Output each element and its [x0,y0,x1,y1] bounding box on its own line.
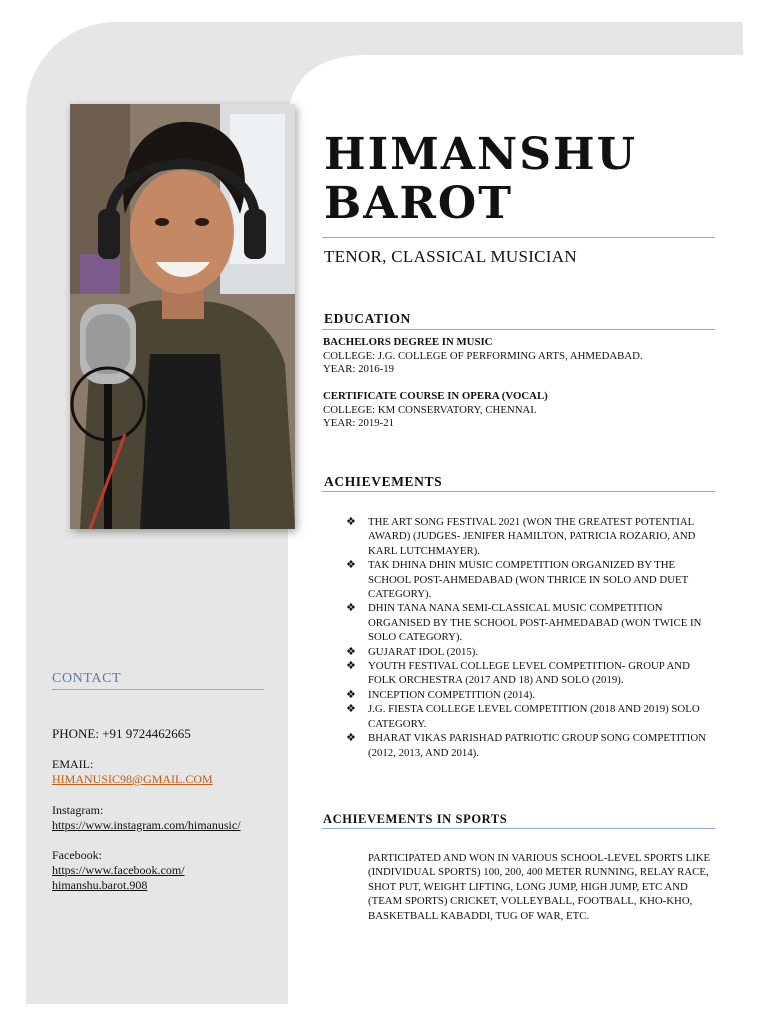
facebook-link[interactable]: https://www.facebook.com/ [52,863,185,877]
degree-college: COLLEGE: J.G. COLLEGE OF PERFORMING ARTS, AHMEDABAD. [323,349,643,362]
achievements-divider [322,491,715,492]
list-item-text: J.G. FIESTA COLLEGE LEVEL COMPETITION (2018 AND 2019) SOLO CATEGORY. [368,703,700,730]
instagram-link[interactable]: https://www.instagram.com/himanusic/ [52,818,241,832]
list-item [344,659,716,688]
degree-title: CERTIFICATE COURSE IN OPERA (VOCAL) [323,390,548,402]
list-item-text: GUJARAT IDOL (2015). [368,645,479,658]
list-item-text: DHIN TANA NANA SEMI-CLASSICAL MUSIC COMPETITION ORGANISED BY THE SCHOOL POST-AHMEDABAD (WON TWICE IN SOLO CATEGORY). [368,602,702,644]
instagram-label: Instagram: [52,803,104,817]
email-link[interactable]: HIMANUSIC98@GMAIL.COM [52,772,213,786]
name-divider [322,237,715,238]
diamond-bullet-icon: ❖ [346,516,356,528]
education-heading: EDUCATION [324,311,411,326]
education-divider [322,329,715,330]
full-name [324,130,724,228]
diamond-bullet-icon: ❖ [346,732,356,745]
diamond-bullet-icon: ❖ [346,703,356,716]
phone-number: PHONE: +91 9724462665 [52,726,191,741]
facebook-label: Facebook: [52,848,102,862]
email-block [52,757,213,787]
achievements-heading: ACHIEVEMENTS [324,474,443,489]
diamond-bullet-icon: ❖ [346,559,356,572]
list-item-text: THE ART SONG FESTIVAL 2021 (WON THE GREATEST POTENTIAL AWARD) (JUDGES- JENIFER HAMILTON, PATRICIA ROZARIO, AND KARL LUTCHMAYER). [368,516,696,557]
diamond-bullet-icon: ❖ [346,645,356,658]
last-name: BAROT [324,178,513,229]
education-entry [323,390,548,431]
list-item [344,645,716,659]
first-name: HIMANSHU [324,129,637,180]
list-item [344,688,716,702]
degree-college: COLLEGE: KM CONSERVATORY, CHENNAI. [323,403,537,416]
list-item-text: INCEPTION COMPETITION (2014). [368,688,536,701]
list-item [344,558,716,601]
facebook-block [52,848,185,893]
contact-heading: CONTACT [52,671,122,686]
profile-photo [70,104,295,529]
sports-intro: PARTICIPATED AND WON IN VARIOUS SCHOOL-LEVEL SPORTS LIKE [368,852,711,864]
contact-divider [52,689,264,690]
job-title: TENOR, CLASSICAL MUSICIAN [324,247,577,266]
achievements-list [344,515,716,760]
diamond-bullet-icon: ❖ [346,660,356,673]
list-item-text: YOUTH FESTIVAL COLLEGE LEVEL COMPETITION- GROUP AND FOLK ORCHESTRA (2017 AND 18) AND SOLO (2019). [368,660,690,687]
list-item [344,702,716,731]
list-item [344,601,716,644]
sports-description [368,851,713,923]
email-label: EMAIL: [52,757,94,771]
diamond-bullet-icon: ❖ [346,602,356,615]
list-item [344,515,716,558]
degree-title: BACHELORS DEGREE IN MUSIC [323,336,493,348]
sports-heading: ACHIEVEMENTS IN SPORTS [323,812,508,826]
list-item-text: TAK DHINA DHIN MUSIC COMPETITION ORGANIZED BY THE SCHOOL POST-AHMEDABAD (WON THRICE IN SOLO AND DUET CATEGORY). [368,559,689,601]
facebook-link-continued[interactable]: himanshu.barot.908 [52,878,148,892]
degree-year: YEAR: 2019-21 [323,417,395,429]
education-entry [323,336,643,377]
sports-list: (INDIVIDUAL SPORTS) 100, 200, 400 METER RUNNING, RELAY RACE, SHOT PUT, WEIGHT LIFTING, LONG JUMP, HIGH JUMP, ETC AND (TEAM SPORTS) CRICKET, VOLLEYBALL, FOOTBALL, KHO-KHO, BASKETBALL KABADDI, TUG OF WAR, ETC. [368,866,709,922]
degree-year: YEAR: 2016-19 [323,363,395,375]
sports-divider [322,828,715,829]
list-item-text: BHARAT VIKAS PARISHAD PATRIOTIC GROUP SONG COMPETITION (2012, 2013, AND 2014). [368,732,706,759]
list-item [344,731,716,760]
instagram-block [52,803,241,833]
diamond-bullet-icon: ❖ [346,688,356,701]
